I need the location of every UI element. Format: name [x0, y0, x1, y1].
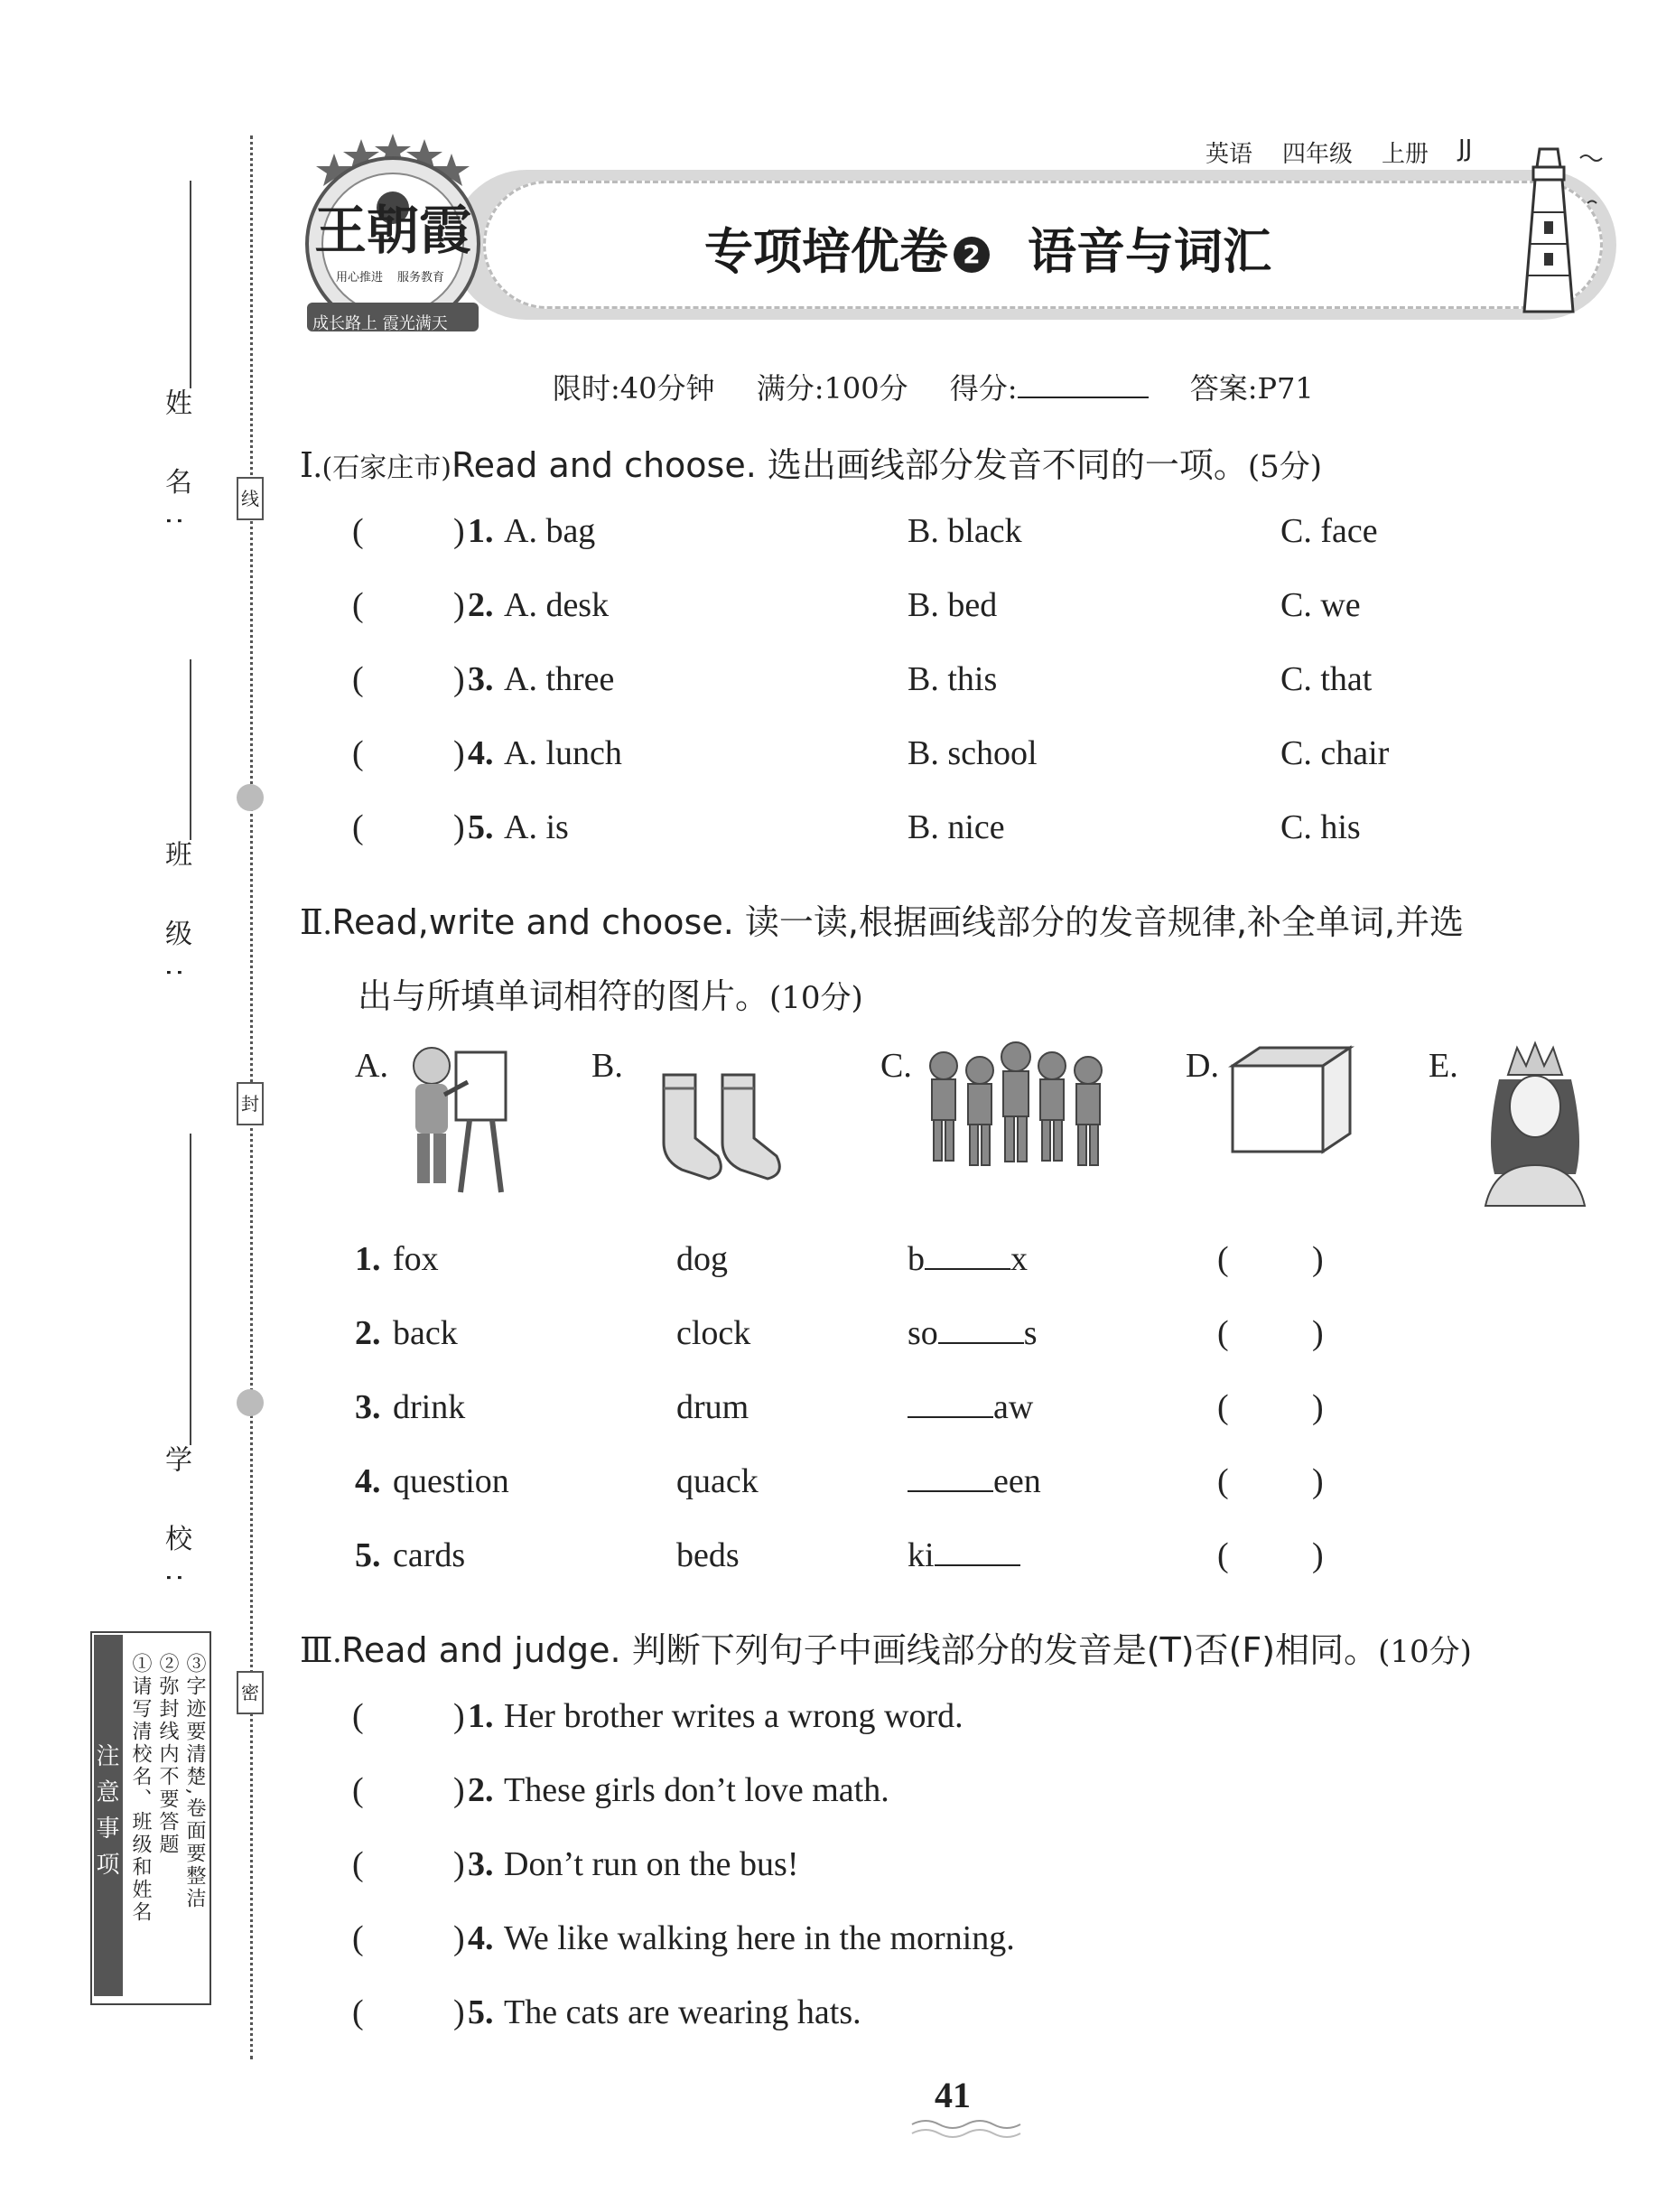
fill-prefix: so — [908, 1314, 938, 1352]
answer-paren-close: ) — [453, 586, 465, 624]
fill-word[interactable] — [908, 1239, 1028, 1279]
section2-instruction-line1: Read,write and choose. 读一读,根据画线部分的发音规律,补全单词,并选 — [331, 902, 1465, 942]
answer-paren-close: ) — [1312, 1388, 1324, 1426]
section2-heading-cont — [358, 968, 863, 1018]
sentence: Her brother writes a wrong word. — [504, 1697, 963, 1735]
answer-paren-close: ) — [1312, 1314, 1324, 1352]
section3-numeral: Ⅲ. — [300, 1632, 342, 1670]
name-label: 姓 名: — [160, 388, 191, 547]
section1-heading — [300, 437, 1322, 487]
word-2: clock — [676, 1314, 751, 1352]
answer-paren[interactable]: ( — [352, 1845, 364, 1883]
section3-instruction: Read and judge. 判断下列句子中画线部分的发音是(T)否(F)相同。 — [341, 1630, 1379, 1670]
brand-ribbon: 成长路上 霞光满天 — [312, 314, 448, 333]
item-number: 2. — [468, 1771, 494, 1809]
title-prefix: 专项培优卷 — [704, 223, 948, 280]
answer-paren[interactable]: ( — [352, 660, 364, 698]
option-c: C. chair — [1280, 734, 1390, 772]
section2-numeral: Ⅱ. — [300, 904, 332, 942]
section3-row — [352, 1993, 1616, 2047]
word-1: back — [393, 1314, 458, 1352]
meta-volume: 上册 — [1382, 141, 1429, 168]
section1-row — [352, 511, 1657, 565]
fill-word[interactable] — [908, 1535, 1020, 1575]
answer-paren[interactable]: ( — [352, 734, 364, 772]
word-2: dog — [676, 1240, 728, 1278]
section2-points: (10分) — [769, 980, 863, 1016]
notes-item-2: ②弥封线内不要答题 — [156, 1653, 179, 1856]
box-icon — [1224, 1043, 1359, 1161]
word-1: fox — [393, 1240, 439, 1278]
answer-paren[interactable]: ( — [352, 808, 364, 846]
picture-letter-a: A. — [355, 1047, 388, 1085]
answer-paren[interactable]: ( — [1217, 1536, 1229, 1574]
option-c: C. face — [1280, 512, 1378, 550]
sentence: These girls don’t love math. — [504, 1771, 889, 1809]
school-label: 学 校: — [160, 1445, 191, 1604]
smiley-icon — [237, 784, 264, 811]
word-2: drum — [676, 1388, 749, 1426]
fill-suffix: een — [993, 1462, 1041, 1500]
picture-letter-e: E. — [1429, 1047, 1458, 1085]
option-c: C. we — [1280, 586, 1361, 624]
picture-letter-d: D. — [1186, 1047, 1219, 1085]
fill-blank[interactable] — [908, 1463, 993, 1492]
option-b: B. black — [908, 512, 1022, 550]
title-suffix: 语音与词汇 — [1028, 223, 1271, 280]
word-2: beds — [676, 1536, 740, 1574]
answer-paren-close: ) — [453, 1993, 465, 2031]
item-number: 4. — [355, 1462, 381, 1500]
wave-decoration-icon — [908, 2115, 1025, 2142]
page-title — [704, 213, 1271, 283]
option-a: A. lunch — [504, 734, 622, 772]
exam-info — [553, 366, 1314, 407]
answer-paren-close: ) — [1312, 1462, 1324, 1500]
sentence: Don’t run on the bus! — [504, 1845, 799, 1883]
answer-paren[interactable]: ( — [1217, 1314, 1229, 1352]
section2-row — [355, 1239, 1348, 1293]
fill-blank[interactable] — [938, 1315, 1024, 1344]
item-number: 3. — [468, 1845, 494, 1883]
fill-word[interactable] — [908, 1313, 1038, 1353]
section2-instruction-line2: 出与所填单词相符的图片。 — [358, 976, 770, 1016]
item-number: 1. — [468, 1697, 494, 1735]
section2-row — [355, 1387, 1348, 1442]
item-number: 1. — [468, 512, 494, 550]
answer-paren[interactable]: ( — [1217, 1240, 1229, 1278]
lighthouse-icon — [1490, 140, 1607, 321]
meta-subject: 英语 — [1206, 141, 1253, 168]
fill-prefix: ki — [908, 1536, 935, 1574]
section2-heading — [300, 894, 1464, 944]
sentence: We like walking here in the morning. — [504, 1919, 1015, 1957]
option-b: B. nice — [908, 808, 1005, 846]
brand-tagline-right: 服务教育 — [397, 271, 445, 285]
answer-paren[interactable]: ( — [352, 1771, 364, 1809]
answer-paren-close: ) — [453, 1919, 465, 1957]
item-number: 5. — [355, 1536, 381, 1574]
smiley-icon — [237, 1389, 264, 1416]
class-blank[interactable] — [190, 659, 191, 840]
section1-source: (石家庄市) — [321, 453, 451, 484]
sentence: The cats are wearing hats. — [504, 1993, 861, 2031]
option-c: C. his — [1280, 808, 1361, 846]
option-b: B. this — [908, 660, 998, 698]
item-number: 2. — [468, 586, 494, 624]
section1-points: (5分) — [1247, 449, 1323, 485]
section3-points: (10分) — [1378, 1634, 1472, 1670]
answer-paren-close: ) — [1312, 1240, 1324, 1278]
socks-icon — [655, 1070, 790, 1188]
section3-row — [352, 1844, 1616, 1899]
score-label: 得分: — [949, 371, 1018, 406]
meta-grade: 四年级 — [1282, 141, 1354, 168]
seal-tag-secret: 密 — [237, 1671, 264, 1714]
item-number: 1. — [355, 1240, 381, 1278]
section1-row — [352, 585, 1657, 639]
answer-paren-close: ) — [1312, 1536, 1324, 1574]
seal-tag-line: 线 — [237, 477, 264, 520]
answer-ref: 答案:P71 — [1189, 371, 1314, 406]
fill-suffix: x — [1010, 1240, 1028, 1278]
section3-row — [352, 1770, 1616, 1825]
answer-paren-close: ) — [453, 734, 465, 772]
section3-row — [352, 1918, 1616, 1973]
option-b: B. school — [908, 734, 1038, 772]
notes-item-1: ①请写清校名、班级和姓名 — [129, 1653, 152, 1924]
fill-prefix: b — [908, 1240, 925, 1278]
notes-title: 注意事项 — [94, 1635, 123, 1996]
section3-heading — [300, 1622, 1472, 1672]
item-number: 3. — [468, 660, 494, 698]
section1-row — [352, 807, 1657, 862]
section2-row — [355, 1535, 1348, 1590]
answer-paren-close: ) — [453, 1771, 465, 1809]
section1-row — [352, 659, 1657, 714]
picture-letter-b: B. — [591, 1047, 623, 1085]
answer-paren-close: ) — [453, 1697, 465, 1735]
answer-paren-close: ) — [453, 1845, 465, 1883]
fill-suffix: aw — [993, 1388, 1034, 1426]
class-label: 班 级: — [160, 840, 191, 999]
answer-paren[interactable]: ( — [352, 1993, 364, 2031]
word-1: cards — [393, 1536, 466, 1574]
fill-word[interactable] — [908, 1387, 1033, 1427]
page-number: 41 — [935, 2075, 971, 2115]
fill-blank[interactable] — [925, 1241, 1010, 1270]
answer-paren-close: ) — [453, 512, 465, 550]
answer-paren[interactable]: ( — [352, 512, 364, 550]
option-c: C. that — [1280, 660, 1373, 698]
answer-paren-close: ) — [453, 660, 465, 698]
item-number: 4. — [468, 1919, 494, 1957]
word-1: question — [393, 1462, 509, 1500]
section2-row — [355, 1461, 1348, 1516]
name-blank[interactable] — [190, 181, 191, 388]
item-number: 5. — [468, 808, 494, 846]
notes-item-3: ③字迹要清楚,卷面要整洁 — [183, 1653, 206, 1910]
answer-paren[interactable]: ( — [1217, 1462, 1229, 1500]
full-score: 满分:100分 — [756, 371, 908, 406]
option-a: A. is — [504, 808, 569, 846]
school-blank[interactable] — [190, 1134, 191, 1445]
option-a: A. three — [504, 660, 615, 698]
answer-paren[interactable]: ( — [1217, 1388, 1229, 1426]
time-limit: 限时:40分钟 — [553, 371, 715, 406]
section1-instruction: Read and choose. 选出画线部分发音不同的一项。 — [451, 445, 1248, 485]
answer-paren-close: ) — [453, 808, 465, 846]
children-group-icon — [921, 1039, 1111, 1183]
answer-paren[interactable]: ( — [352, 586, 364, 624]
picture-letter-c: C. — [880, 1047, 912, 1085]
word-2: quack — [676, 1462, 759, 1500]
section3-row — [352, 1696, 1616, 1750]
option-a: A. bag — [504, 512, 596, 550]
word-1: drink — [393, 1388, 466, 1426]
item-number: 4. — [468, 734, 494, 772]
fill-blank[interactable] — [908, 1389, 993, 1418]
section2-row — [355, 1313, 1348, 1367]
fill-word[interactable] — [908, 1461, 1041, 1501]
option-b: B. bed — [908, 586, 998, 624]
brand-tagline-left: 用心推进 — [336, 271, 384, 285]
section1-numeral: Ⅰ. — [300, 447, 322, 485]
fill-suffix: s — [1023, 1314, 1038, 1352]
section1-row — [352, 733, 1657, 788]
meta-edition: JJ — [1458, 135, 1473, 163]
score-blank[interactable] — [1018, 373, 1149, 398]
answer-paren[interactable]: ( — [352, 1697, 364, 1735]
item-number: 2. — [355, 1314, 381, 1352]
fill-blank[interactable] — [935, 1537, 1020, 1566]
item-number: 5. — [468, 1993, 494, 2031]
boy-drawing-icon — [397, 1039, 524, 1201]
option-a: A. desk — [504, 586, 610, 624]
title-number: 2 — [954, 237, 990, 273]
seal-tag-seal: 封 — [237, 1082, 264, 1125]
item-number: 3. — [355, 1388, 381, 1426]
answer-paren[interactable]: ( — [352, 1919, 364, 1957]
brand-name: 王朝霞 — [314, 200, 472, 261]
queen-icon — [1467, 1039, 1603, 1210]
